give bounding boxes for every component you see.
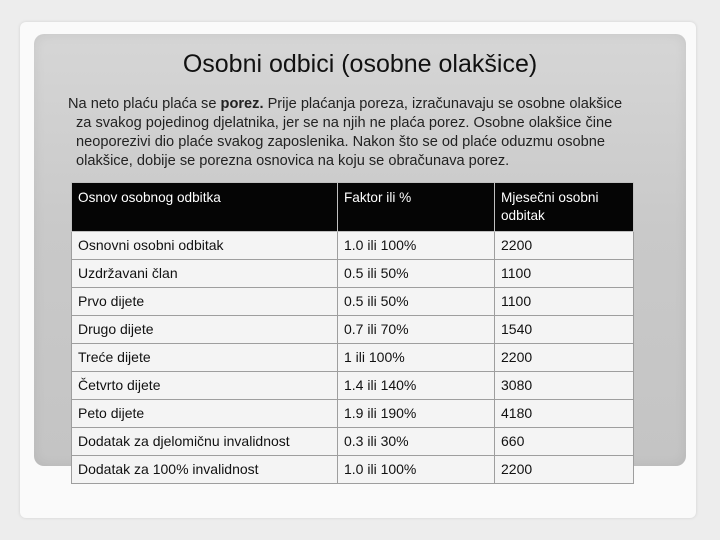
table-cell: 0.7 ili 70%: [338, 316, 495, 344]
table-cell: 1.4 ili 140%: [338, 372, 495, 400]
table-cell: 1100: [495, 260, 634, 288]
deductions-table: [71, 182, 634, 484]
intro-text: Prije plaćanja poreza, izračunavaju se osobne olakšice: [263, 96, 623, 112]
slide-title: Osobni odbici (osobne olakšice): [182, 50, 538, 78]
table-cell: Prvo dijete: [72, 288, 338, 316]
column-header: Mjesečni osobni odbitak: [495, 183, 634, 232]
intro-line-1: [68, 95, 688, 114]
table-cell: 0.3 ili 30%: [338, 428, 495, 456]
column-header: Osnov osobnog odbitka: [72, 183, 338, 232]
table-cell: Osnovni osobni odbitak: [72, 232, 338, 260]
table-cell: Uzdržavani član: [72, 260, 338, 288]
table-cell: 2200: [495, 232, 634, 260]
table-row: [72, 344, 634, 372]
table-row: [72, 260, 634, 288]
table-row: [72, 316, 634, 344]
table-cell: Drugo dijete: [72, 316, 338, 344]
table-cell: Treće dijete: [72, 344, 338, 372]
table-cell: 1.0 ili 100%: [338, 456, 495, 484]
table-cell: 1.9 ili 190%: [338, 400, 495, 428]
table-cell: Četvrto dijete: [72, 372, 338, 400]
table-row: [72, 456, 634, 484]
table-header-row: [72, 183, 634, 232]
column-header: Faktor ili %: [338, 183, 495, 232]
table-row: [72, 232, 634, 260]
intro-line-2: za svakog pojedinog djelatnika, jer se na njih ne plaća porez. Osobne olakšice čine: [76, 115, 613, 131]
intro-line-3: neoporezivi dio plaće svakog zaposlenika. Nakon što se od plaće oduzmu osobne: [76, 134, 605, 150]
table-row: [72, 288, 634, 316]
intro-text: Na neto plaću plaća se: [68, 96, 221, 112]
table-cell: 3080: [495, 372, 634, 400]
table-cell: Peto dijete: [72, 400, 338, 428]
table-cell: 4180: [495, 400, 634, 428]
table-cell: 1540: [495, 316, 634, 344]
table-body: [72, 232, 634, 484]
table-row: [72, 400, 634, 428]
intro-line-4: olakšice, dobije se porezna osnovica na koju se obračunava porez.: [76, 153, 510, 169]
intro-paragraph: [68, 95, 688, 171]
table-cell: Dodatak za 100% invalidnost: [72, 456, 338, 484]
table-cell: 660: [495, 428, 634, 456]
table-cell: 0.5 ili 50%: [338, 288, 495, 316]
intro-bold-term: porez.: [220, 96, 264, 112]
table-cell: 2200: [495, 456, 634, 484]
table-cell: 2200: [495, 344, 634, 372]
table-cell: 1100: [495, 288, 634, 316]
table-cell: 1.0 ili 100%: [338, 232, 495, 260]
table-cell: 0.5 ili 50%: [338, 260, 495, 288]
table-row: [72, 428, 634, 456]
table-cell: 1 ili 100%: [338, 344, 495, 372]
table-cell: Dodatak za djelomičnu invalidnost: [72, 428, 338, 456]
table-row: [72, 372, 634, 400]
